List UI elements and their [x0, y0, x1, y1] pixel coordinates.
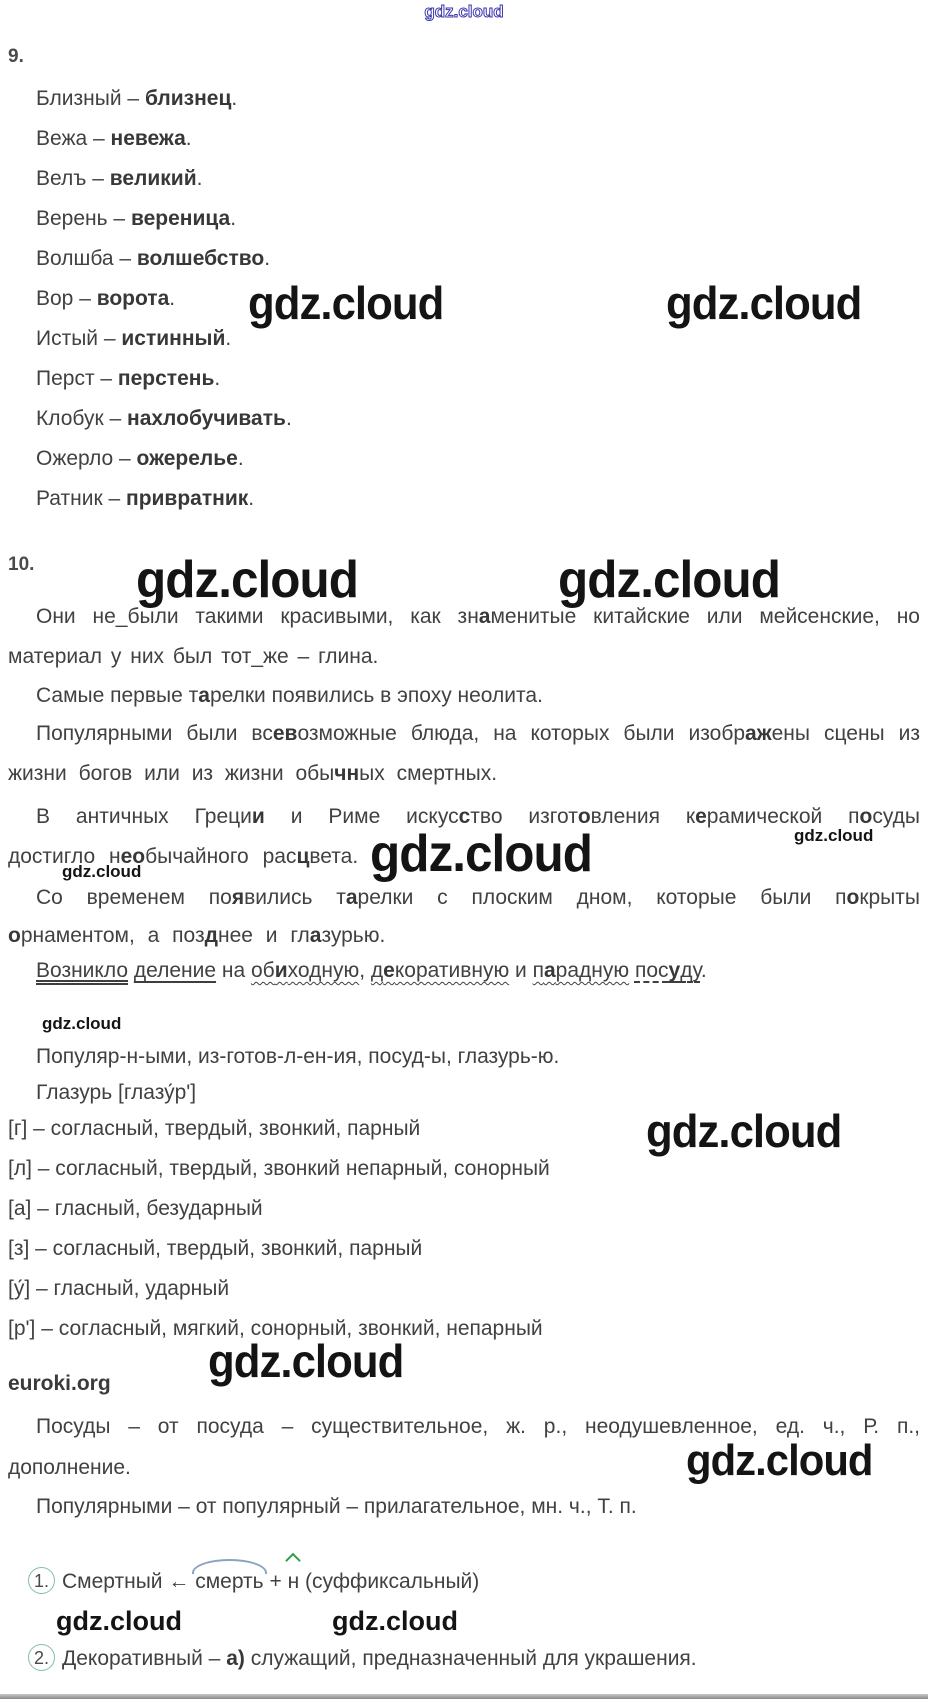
phonetic-line: [л] – согласный, твердый, звонкий непарный, сонорный: [8, 1157, 550, 1180]
word-pair-list: [36, 79, 292, 519]
numbered-item: [28, 1567, 479, 1597]
text-segment: близнец: [144, 87, 232, 110]
text-segment: и: [251, 805, 265, 828]
text-segment: нее и гл: [217, 924, 310, 947]
text-segment: (суффиксальный): [299, 1570, 480, 1593]
text-segment: тво изгот: [470, 805, 578, 828]
numbered-item: [28, 1644, 697, 1674]
text-segment: рнаментом, а поз: [20, 924, 205, 947]
text-segment: невежа: [110, 127, 186, 150]
section-10-heading: 10.: [8, 554, 35, 575]
text-segment: .: [225, 327, 232, 350]
word-pair: [36, 279, 292, 319]
paragraph: Посуды – от посуда – существительное, ж. р., неодушевленное, ед. ч., Р. п., дополнение.: [8, 1415, 920, 1479]
text-segment: Перст –: [36, 367, 118, 390]
text-segment: а): [226, 1647, 245, 1670]
text-segment: вета.: [309, 845, 359, 868]
text-segment: е: [695, 805, 707, 828]
text-segment: аж: [745, 722, 772, 745]
text-segment: Волшба –: [36, 247, 137, 270]
text-segment: вились т: [244, 886, 346, 909]
text-segment: Велъ –: [36, 167, 110, 190]
word-pair: [36, 319, 292, 359]
text-segment: ео: [120, 845, 146, 868]
phonetic-analysis: [8, 1109, 550, 1349]
word-formation-line: [62, 1567, 479, 1597]
watermark-gdz-cloud: gdz.cloud: [666, 277, 862, 329]
text-segment: деление: [133, 959, 217, 982]
text-segment: н: [287, 1570, 300, 1593]
text-segment: Клобук –: [36, 407, 128, 430]
text-segment: радную: [555, 959, 630, 982]
phonetic-line: [у́] – гласный, ударный: [8, 1277, 230, 1300]
euroki-brand: euroki.org: [8, 1372, 111, 1395]
text-segment: ожерелье: [136, 447, 238, 470]
text-segment: о: [859, 805, 873, 828]
text-segment: смерть: [195, 1570, 264, 1593]
watermark-gdz-cloud: gdz.cloud: [42, 1014, 122, 1033]
word-pair: [36, 119, 292, 159]
text-segment: ,: [359, 959, 371, 982]
watermark-gdz-cloud: gdz.cloud: [558, 551, 780, 609]
text-segment: .: [285, 407, 292, 430]
text-segment: .: [700, 959, 707, 982]
text-segment: и: [274, 959, 288, 982]
text-segment: на: [216, 959, 251, 982]
paragraph: [8, 879, 920, 955]
text-segment: .: [230, 207, 237, 230]
paragraph: Популярными – от популярный – прилагательное, мн. ч., Т. п.: [36, 1495, 637, 1518]
text-segment: с: [458, 805, 471, 828]
text-segment: о: [846, 886, 860, 909]
text-segment: Ожерло –: [36, 447, 137, 470]
text-segment: Со временем по: [36, 886, 232, 909]
paragraph: [8, 797, 920, 877]
bottom-edge-bar: [0, 1694, 928, 1699]
text-segment: а: [345, 886, 358, 909]
text-segment: Они не_были такими красивыми, как зн: [36, 605, 479, 628]
text-segment: Декоративный –: [62, 1647, 227, 1670]
text-segment: ц: [296, 845, 310, 868]
morpheme-breakdown: Популяр-н-ыми, из-готов-л-ен-ия, посуд-ы, глазурь-ю.: [36, 1045, 560, 1068]
text-segment: п: [532, 959, 544, 982]
text-segment: ев: [272, 722, 298, 745]
watermark-gdz-cloud: gdz.cloud: [424, 2, 504, 21]
watermark-gdz-cloud: gdz.cloud: [370, 825, 592, 883]
text-segment: а: [309, 924, 322, 947]
text-segment: волшебство: [136, 247, 265, 270]
sentence-analysis: [8, 951, 920, 991]
text-segment: менитые китайские или мейсенские, но материал у них был тот_же – глина.: [8, 605, 920, 668]
phonetic-line: [г] – согласный, твердый, звонкий, парный: [8, 1117, 421, 1140]
watermark-gdz-cloud: gdz.cloud: [686, 1436, 873, 1485]
text-segment: Самые первые т: [36, 684, 199, 707]
word-pair: [36, 79, 292, 119]
transcription-word: Глазурь [глазу́р']: [36, 1081, 197, 1104]
text-segment: озможные блюда, на которых были изобр: [297, 722, 746, 745]
text-segment: Смертный ←: [62, 1570, 196, 1593]
text-segment: .: [169, 287, 176, 310]
text-segment: перстень: [117, 367, 215, 390]
text-segment: е: [383, 959, 395, 982]
text-segment: .: [264, 247, 271, 270]
text-segment: Вор –: [36, 287, 97, 310]
paragraph: [8, 597, 920, 677]
text-segment: а: [543, 959, 556, 982]
word-pair: [36, 439, 292, 479]
text-segment: В античных Греци: [36, 805, 252, 828]
watermark-gdz-cloud: gdz.cloud: [62, 862, 142, 881]
text-segment: ены сцены из жизни богов или из жизни обы: [8, 722, 920, 785]
watermark-gdz-cloud: gdz.cloud: [56, 1606, 182, 1636]
text-segment: релки появились в эпоху неолита.: [209, 684, 543, 707]
text-segment: и: [509, 959, 533, 982]
text-segment: Близный –: [36, 87, 145, 110]
text-segment: я: [231, 886, 245, 909]
text-segment: крыты: [859, 886, 920, 909]
watermark-gdz-cloud: gdz.cloud: [794, 826, 874, 845]
text-segment: Верень –: [36, 207, 131, 230]
text-segment: ходную: [287, 959, 360, 982]
item-number-badge: 2.: [28, 1644, 55, 1671]
text-segment: об: [250, 959, 275, 982]
phonetic-line: [р'] – согласный, мягкий, сонорный, звонкий, непарный: [8, 1317, 543, 1340]
text-segment: о: [577, 805, 591, 828]
text-segment: бычайного рас: [145, 845, 297, 868]
text-segment: Вежа –: [36, 127, 111, 150]
text-segment: а: [478, 605, 491, 628]
phonetic-line: [а] – гласный, безударный: [8, 1197, 263, 1220]
text-segment: зурью.: [321, 924, 386, 947]
text-segment: чн: [334, 762, 360, 785]
text-segment: д: [370, 959, 384, 982]
text-segment: вереница: [130, 207, 231, 230]
text-segment: Истый –: [36, 327, 122, 350]
watermark-gdz-cloud: gdz.cloud: [248, 277, 444, 329]
section-9-heading: 9.: [8, 46, 24, 67]
text-segment: д: [204, 924, 218, 947]
text-segment: ду: [680, 959, 701, 982]
text-segment: а: [198, 684, 210, 707]
item-number-badge: 1.: [28, 1567, 55, 1594]
watermark-gdz-cloud: gdz.cloud: [646, 1105, 842, 1157]
watermark-gdz-cloud: gdz.cloud: [332, 1606, 458, 1636]
definition-line: [62, 1644, 697, 1674]
text-segment: .: [214, 367, 221, 390]
text-segment: о: [8, 924, 21, 947]
text-segment: .: [248, 487, 255, 510]
watermark-gdz-cloud: gdz.cloud: [136, 551, 358, 609]
word-pair: [36, 159, 292, 199]
text-segment: нахлобучивать: [127, 407, 286, 430]
paragraph: [8, 676, 920, 716]
text-segment: ых смертных.: [359, 762, 498, 785]
text-segment: .: [231, 87, 238, 110]
text-segment: Ратник –: [36, 487, 127, 510]
text-segment: служащий, предназначенный для украшения.: [244, 1647, 697, 1670]
word-pair: [36, 359, 292, 399]
text-segment: истинный: [121, 327, 226, 350]
text-segment: привратник: [126, 487, 249, 510]
text-segment: вления к: [590, 805, 696, 828]
text-segment: суды достигло н: [8, 805, 921, 868]
text-segment: .: [185, 127, 192, 150]
word-pair: [36, 479, 292, 519]
paragraph: [8, 714, 920, 794]
phonetic-line: [з] – согласный, твердый, звонкий, парный: [8, 1237, 423, 1260]
word-pair: [36, 199, 292, 239]
text-segment: рамической п: [706, 805, 860, 828]
text-segment: великий: [109, 167, 197, 190]
text-segment: релки с плоским дном, которые были п: [357, 886, 847, 909]
text-segment: ворота: [96, 287, 170, 310]
text-segment: +: [263, 1570, 288, 1593]
text-segment: пос: [634, 959, 669, 982]
word-pair: [36, 399, 292, 439]
watermark-gdz-cloud: gdz.cloud: [208, 1335, 404, 1387]
word-pair: [36, 239, 292, 279]
text-segment: Популярными были вс: [36, 722, 273, 745]
text-segment: коративную: [394, 959, 510, 982]
text-segment: Возникло: [36, 959, 128, 982]
text-segment: у: [668, 959, 681, 982]
text-segment: и Риме искус: [264, 805, 459, 828]
text-segment: .: [196, 167, 203, 190]
text-segment: .: [237, 447, 244, 470]
